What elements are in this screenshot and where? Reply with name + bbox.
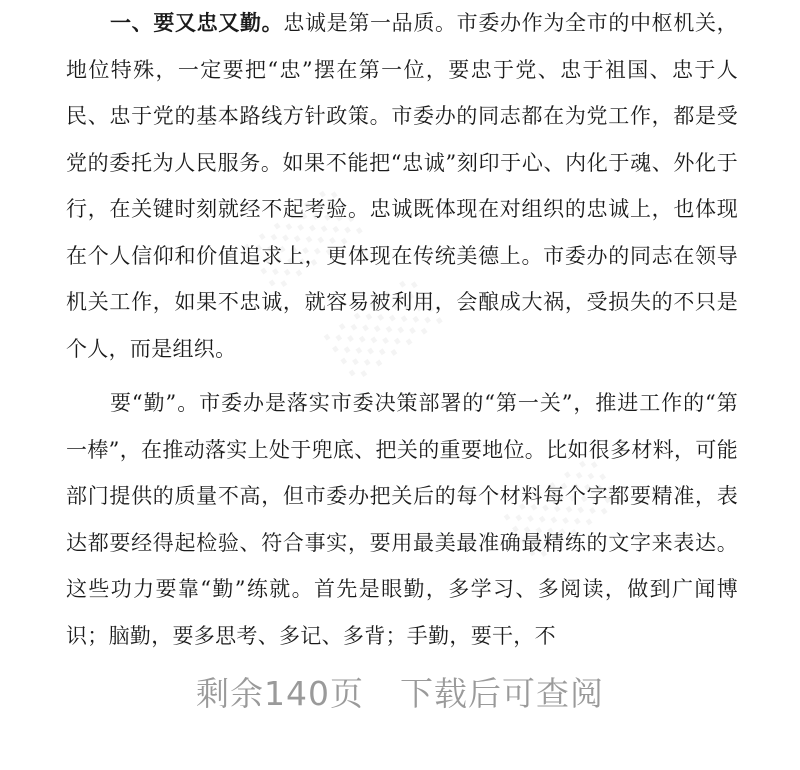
- download-prompt[interactable]: [0, 668, 800, 715]
- paragraph-diligence: [66, 380, 738, 659]
- section-heading: 一、要又忠又勤。: [110, 11, 284, 35]
- document-body: [66, 0, 738, 659]
- paragraph-text: 忠诚是第一品质。市委办作为全市的中枢机关，地位特殊，一定要把“忠”摆在第一位，要忠于党、忠于祖国、忠于人民、忠于党的基本路线方针政策。市委办的同志都在为党工作，都是受党的委托为人民服务。如果不能把“忠诚”刻印于心、内化于魂、外化于行，在关键时刻就经不起考验。忠诚既体现在对组织的忠诚上，也体现在个人信仰和价值追求上，更体现在传统美德上。市委办的同志在领导机关工作，如果不忠诚，就容易被利用，会酿成大祸，受损失的不只是个人，而是组织。: [66, 11, 738, 361]
- remaining-pages-label: 剩余140页: [196, 674, 364, 713]
- paragraph-text: 要“勤”。市委办是落实市委决策部署的“第一关”，推进工作的“第一棒”，在推动落实上处于兜底、把关的重要地位。比如很多材料，可能部门提供的质量不高，但市委办把关后的每个材料每个字都要精准，表达都要经得起检验、符合事实，要用最美最准确最精练的文字来表达。这些功力要靠“勤”练就。首先是眼勤，多学习、多阅读，做到广闻博识；脑勤，要多思考、多记、多背；手勤，要干，不: [66, 391, 738, 648]
- download-to-view-label: 下载后可查阅: [400, 674, 604, 713]
- watermark: ░░░: [243, 183, 367, 293]
- watermark: ░░░: [503, 453, 627, 563]
- paragraph-loyalty: [66, 0, 738, 372]
- watermark: ░░░: [323, 273, 447, 383]
